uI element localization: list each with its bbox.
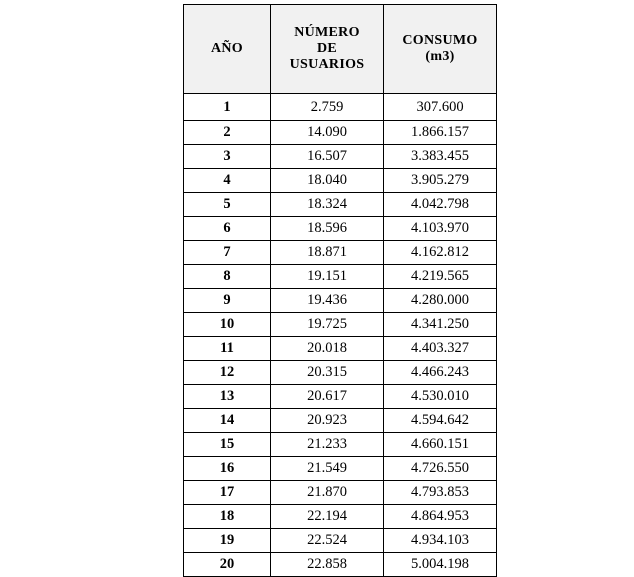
header-year-line-1: AÑO xyxy=(210,40,243,56)
cell-year: 20 xyxy=(184,553,271,577)
header-users-line-2: DE xyxy=(316,40,338,56)
cell-users: 21.233 xyxy=(271,433,384,457)
cell-consumo: 4.103.970 xyxy=(384,217,497,241)
cell-year: 16 xyxy=(184,457,271,481)
table-row xyxy=(184,145,497,169)
header-consumo-line-1: CONSUMO xyxy=(402,32,478,48)
cell-year: 3 xyxy=(184,145,271,169)
table-row xyxy=(184,169,497,193)
cell-year: 9 xyxy=(184,289,271,313)
table-row xyxy=(184,385,497,409)
table-row xyxy=(184,433,497,457)
table-row xyxy=(184,94,497,121)
cell-consumo: 4.594.642 xyxy=(384,409,497,433)
header-users xyxy=(271,5,384,94)
cell-users: 22.524 xyxy=(271,529,384,553)
cell-consumo: 4.793.853 xyxy=(384,481,497,505)
cell-consumo: 4.219.565 xyxy=(384,265,497,289)
cell-users: 19.725 xyxy=(271,313,384,337)
cell-year: 4 xyxy=(184,169,271,193)
cell-users: 21.870 xyxy=(271,481,384,505)
table-row xyxy=(184,481,497,505)
cell-consumo: 4.530.010 xyxy=(384,385,497,409)
cell-year: 18 xyxy=(184,505,271,529)
header-users-line-3: USUARIOS xyxy=(289,57,365,73)
cell-year: 2 xyxy=(184,121,271,145)
cell-year: 15 xyxy=(184,433,271,457)
table-row xyxy=(184,289,497,313)
cell-users: 18.040 xyxy=(271,169,384,193)
table-row xyxy=(184,241,497,265)
table-body xyxy=(184,94,497,577)
cell-users: 20.617 xyxy=(271,385,384,409)
cell-year: 6 xyxy=(184,217,271,241)
table-row xyxy=(184,529,497,553)
cell-consumo: 5.004.198 xyxy=(384,553,497,577)
cell-consumo: 4.466.243 xyxy=(384,361,497,385)
cell-consumo: 4.403.327 xyxy=(384,337,497,361)
cell-year: 5 xyxy=(184,193,271,217)
cell-users: 2.759 xyxy=(271,94,384,121)
cell-users: 19.151 xyxy=(271,265,384,289)
cell-consumo: 3.383.455 xyxy=(384,145,497,169)
cell-consumo: 4.864.953 xyxy=(384,505,497,529)
table-row xyxy=(184,121,497,145)
cell-users: 20.923 xyxy=(271,409,384,433)
cell-year: 19 xyxy=(184,529,271,553)
cell-users: 21.549 xyxy=(271,457,384,481)
cell-users: 18.596 xyxy=(271,217,384,241)
header-year xyxy=(184,5,271,94)
table-row xyxy=(184,313,497,337)
cell-users: 19.436 xyxy=(271,289,384,313)
cell-users: 18.871 xyxy=(271,241,384,265)
cell-users: 22.194 xyxy=(271,505,384,529)
cell-consumo: 4.660.151 xyxy=(384,433,497,457)
cell-year: 11 xyxy=(184,337,271,361)
cell-year: 14 xyxy=(184,409,271,433)
cell-consumo: 4.042.798 xyxy=(384,193,497,217)
cell-consumo: 4.280.000 xyxy=(384,289,497,313)
table-row xyxy=(184,505,497,529)
table-row xyxy=(184,361,497,385)
cell-consumo: 1.866.157 xyxy=(384,121,497,145)
header-consumo-line-2: (m3) xyxy=(425,49,455,64)
cell-year: 12 xyxy=(184,361,271,385)
header-row xyxy=(184,5,497,94)
table-row xyxy=(184,217,497,241)
cell-consumo: 3.905.279 xyxy=(384,169,497,193)
cell-consumo: 4.934.103 xyxy=(384,529,497,553)
header-users-line-1: NÚMERO xyxy=(294,24,360,40)
cell-year: 10 xyxy=(184,313,271,337)
table-row xyxy=(184,337,497,361)
table-container xyxy=(183,4,497,577)
cell-year: 13 xyxy=(184,385,271,409)
cell-users: 20.315 xyxy=(271,361,384,385)
cell-users: 20.018 xyxy=(271,337,384,361)
cell-consumo: 307.600 xyxy=(384,94,497,121)
cell-users: 16.507 xyxy=(271,145,384,169)
cell-year: 8 xyxy=(184,265,271,289)
header-consumo xyxy=(384,5,497,94)
table-row xyxy=(184,265,497,289)
table-row xyxy=(184,193,497,217)
cell-users: 22.858 xyxy=(271,553,384,577)
consumption-table xyxy=(183,4,497,577)
cell-consumo: 4.726.550 xyxy=(384,457,497,481)
table-row xyxy=(184,553,497,577)
table-row xyxy=(184,409,497,433)
cell-year: 7 xyxy=(184,241,271,265)
cell-users: 18.324 xyxy=(271,193,384,217)
table-header xyxy=(184,5,497,94)
cell-year: 17 xyxy=(184,481,271,505)
cell-users: 14.090 xyxy=(271,121,384,145)
cell-year: 1 xyxy=(184,94,271,121)
table-row xyxy=(184,457,497,481)
cell-consumo: 4.341.250 xyxy=(384,313,497,337)
cell-consumo: 4.162.812 xyxy=(384,241,497,265)
